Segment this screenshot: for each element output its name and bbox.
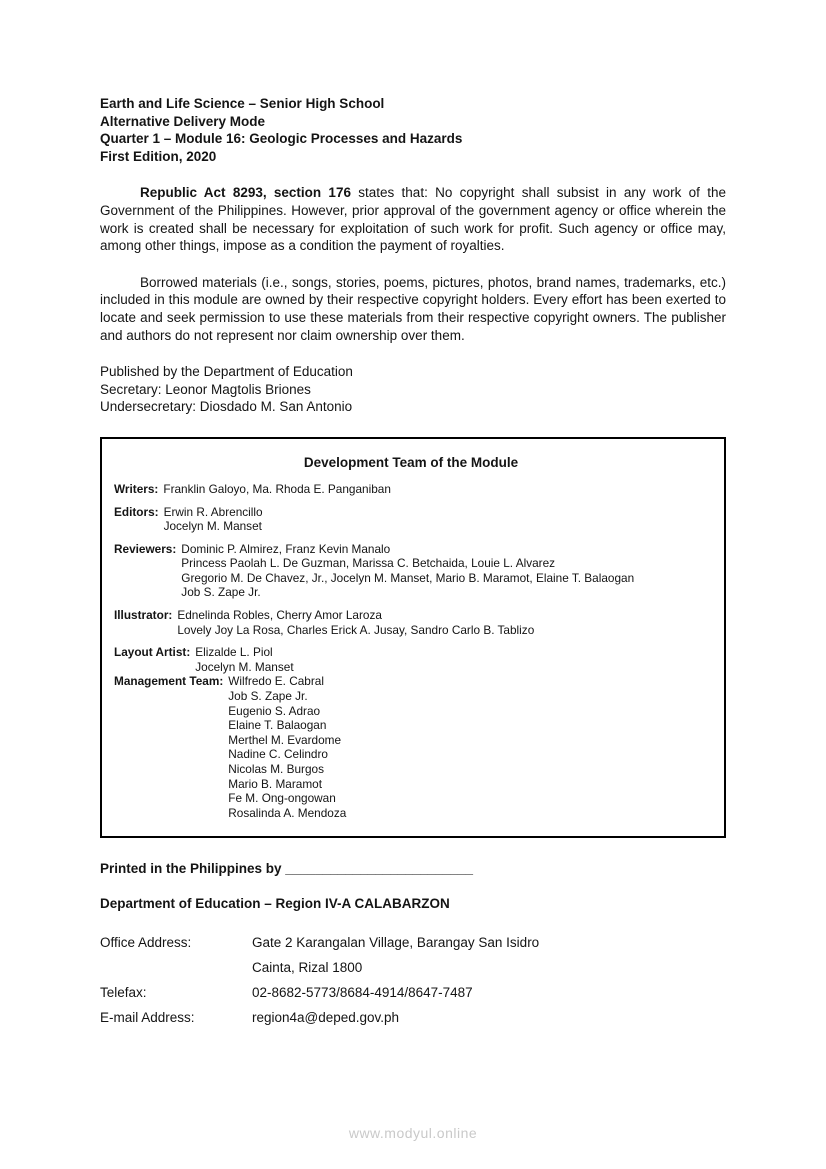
- development-team-title: Development Team of the Module: [303, 454, 519, 470]
- office-address-row: [100, 930, 726, 980]
- email-row: [100, 1005, 726, 1030]
- editors-label: Editors:: [114, 504, 159, 519]
- published-by-line: Published by the Department of Education: [100, 364, 353, 380]
- secretary-line: Secretary: Leonor Magtolis Briones: [100, 381, 311, 397]
- reviewers-line: Gregorio M. De Chavez, Jr., Jocelyn M. Manset, Mario B. Maramot, Elaine T. Balaogan: [181, 570, 635, 585]
- layout-artist-row: [114, 645, 708, 674]
- management-team-line: Mario B. Maramot: [228, 776, 323, 791]
- watermark: www.modyul.online: [348, 1125, 478, 1141]
- telefax-line: 02-8682-5773/8684-4914/8647-7487: [252, 984, 473, 1000]
- writers-line: Franklin Galoyo, Ma. Rhoda E. Panganiban: [163, 481, 391, 496]
- management-team-line: Job S. Zape Jr.: [228, 689, 308, 704]
- management-team-line: Wilfredo E. Cabral: [228, 674, 324, 689]
- layout-artist-names: [195, 645, 708, 674]
- management-team-line: Elaine T. Balaogan: [228, 718, 327, 733]
- writers-names: [163, 482, 708, 497]
- office-address-value: [252, 930, 539, 980]
- contact-block: [100, 930, 726, 1030]
- telefax-row: [100, 980, 726, 1005]
- undersecretary-line: Undersecretary: Diosdado M. San Antonio: [100, 399, 353, 415]
- telefax-value: [252, 980, 473, 1005]
- office-address-line: Cainta, Rizal 1800: [252, 959, 363, 975]
- reviewers-line: Dominic P. Almirez, Franz Kevin Manalo: [181, 541, 391, 556]
- department-region-line: Department of Education – Region IV-A CALABARZON: [100, 895, 450, 911]
- page-content: [100, 95, 726, 1030]
- email-line: region4a@deped.gov.ph: [252, 1009, 400, 1025]
- management-team-line: Fe M. Ong-ongowan: [228, 791, 336, 806]
- copyright-paragraph-text: states that: No copyright shall subsist in any work of the Government of the Philippines. However, prior approval of the government agency or office wherein the work is created shall be necessary for exploitation of such work for profit. Such agency or office may, among other things, impose as a condition the payment of royalties.: [100, 185, 726, 254]
- management-team-line: Merthel M. Evardome: [228, 732, 342, 747]
- delivery-mode-line: Alternative Delivery Mode: [100, 113, 266, 129]
- reviewers-line: Princess Paolah L. De Guzman, Marissa C. Betchaida, Louie L. Alvarez: [181, 556, 556, 571]
- printed-in-text: Printed in the Philippines by: [100, 861, 286, 877]
- module-title-block: [100, 95, 726, 165]
- office-address-line: Gate 2 Karangalan Village, Barangay San Isidro: [252, 934, 540, 950]
- layout-artist-label: Layout Artist:: [114, 645, 191, 660]
- reviewers-row: [114, 542, 708, 600]
- module-subject-line: Earth and Life Science – Senior High School: [100, 96, 385, 111]
- telefax-label: Telefax:: [100, 984, 147, 1000]
- illustrator-row: [114, 608, 708, 637]
- printed-in-blank: _________________________: [285, 861, 473, 877]
- development-team-box: [100, 437, 726, 838]
- editors-line: Jocelyn M. Manset: [163, 519, 262, 534]
- reviewers-names: [181, 542, 708, 600]
- management-team-line: Nicolas M. Burgos: [228, 762, 324, 776]
- editors-names: [164, 505, 708, 534]
- module-number-line: Quarter 1 – Module 16: Geologic Processes and Hazards: [100, 131, 463, 147]
- office-address-label: Office Address:: [100, 934, 192, 950]
- illustrator-names: [177, 608, 708, 637]
- editors-line: Erwin R. Abrencillo: [163, 504, 263, 519]
- layout-artist-line: Elizalde L. Piol: [195, 645, 273, 660]
- layout-artist-line: Jocelyn M. Manset: [195, 659, 294, 674]
- reviewers-line: Job S. Zape Jr.: [181, 585, 261, 600]
- republic-act-citation: Republic Act 8293, section 176: [140, 185, 351, 201]
- management-team-label: Management Team:: [114, 674, 224, 689]
- writers-label: Writers:: [114, 481, 159, 496]
- edition-line: First Edition, 2020: [100, 148, 217, 164]
- management-team-row: [114, 674, 708, 820]
- publisher-block: [100, 363, 726, 416]
- email-value: [252, 1005, 399, 1030]
- editors-row: [114, 505, 708, 534]
- borrowed-materials-paragraph: Borrowed materials (i.e., songs, stories, poems, pictures, photos, brand names, trademarks, etc.) included in this module are owned by their respective copyright holders. Every effort has been exerted to locate and seek permission to use these materials from their respective copyright owners. The publisher and authors do not represent nor claim ownership over them.: [100, 274, 726, 343]
- illustrator-label: Illustrator:: [114, 608, 173, 623]
- illustrator-line: Ednelinda Robles, Cherry Amor Laroza: [177, 608, 382, 623]
- copyright-paragraph: [100, 184, 726, 254]
- email-label: E-mail Address:: [100, 1009, 195, 1025]
- management-team-line: Rosalinda A. Mendoza: [228, 805, 347, 820]
- reviewers-label: Reviewers:: [114, 541, 177, 556]
- illustrator-line: Lovely Joy La Rosa, Charles Erick A. Jusay, Sandro Carlo B. Tablizo: [177, 622, 535, 637]
- writers-row: [114, 482, 708, 497]
- management-team-line: Eugenio S. Adrao: [228, 703, 321, 718]
- management-team-line: Nadine C. Celindro: [228, 747, 328, 762]
- printed-in-line: [100, 860, 726, 878]
- management-team-names: [228, 674, 708, 820]
